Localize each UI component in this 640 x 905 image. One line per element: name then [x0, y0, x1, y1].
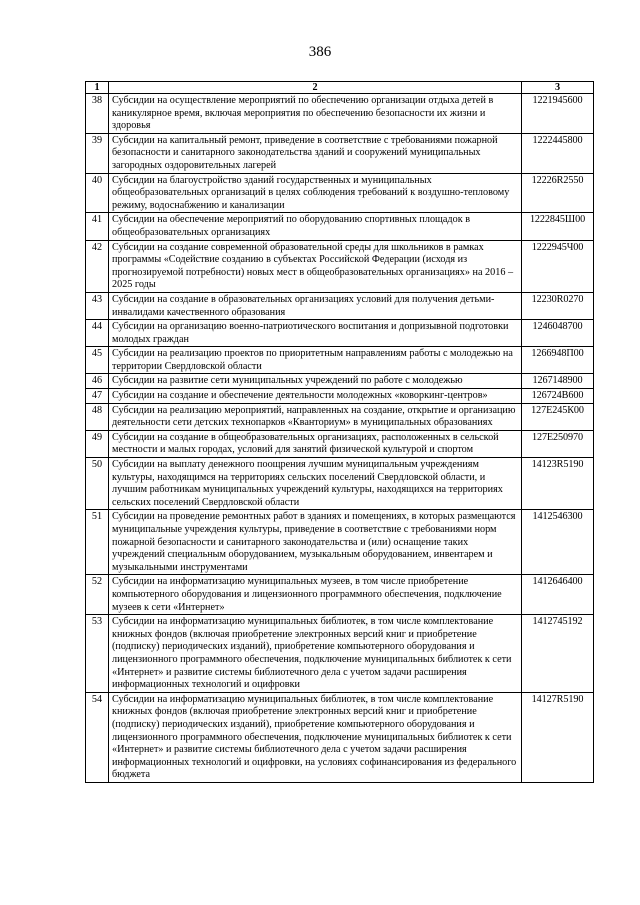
- header-col-1: 1: [86, 82, 109, 94]
- row-code: 12226R2550: [522, 173, 594, 213]
- row-code: 1222945Ч00: [522, 240, 594, 292]
- table-row: [86, 320, 594, 347]
- row-name: Субсидии на капитальный ремонт, приведение в соответствие с требованиями пожарной безопасности и санитарного законодательства зданий и сооружений муниципальных загородных оздоровительных лагерей: [109, 133, 522, 173]
- row-code: 1221945600: [522, 94, 594, 134]
- table-row: [86, 173, 594, 213]
- table-row: [86, 240, 594, 292]
- row-name: Субсидии на благоустройство зданий государственных и муниципальных общеобразовательных организаций в целях соблюдения требований к воздушно-тепловому режиму, водоснабжению и канализации: [109, 173, 522, 213]
- row-number: 44: [86, 320, 109, 347]
- row-name: Субсидии на информатизацию муниципальных библиотек, в том числе комплектование книжных фондов (включая приобретение электронных версий книг и приобретение (подписку) периодических изданий), приобретение компьютерного оборудования и лицензионного программного обеспечения, подключение муниципальных библиотек к сети «Интернет» и развитие системы библиотечного дела с учетом задачи расширения информационных технологий и оцифровки, на условиях софинансирования из федерального бюджета: [109, 692, 522, 782]
- row-code: 1246048700: [522, 320, 594, 347]
- row-name: Субсидии на осуществление мероприятий по обеспечению организации отдыха детей в каникулярное время, включая мероприятия по обеспечению безопасности их жизни и здоровья: [109, 94, 522, 134]
- row-number: 46: [86, 374, 109, 389]
- page-number: 386: [308, 44, 332, 60]
- row-code: 1412646400: [522, 575, 594, 615]
- row-name: Субсидии на создание и обеспечение деятельности молодежных «коворкинг-центров»: [109, 389, 522, 404]
- row-name: Субсидии на информатизацию муниципальных музеев, в том числе приобретение компьютерного оборудования и лицензионного программного обеспечения, подключение музеев к сети «Интернет»: [109, 575, 522, 615]
- table-row: [86, 692, 594, 782]
- row-number: 54: [86, 692, 109, 782]
- row-number: 48: [86, 403, 109, 430]
- row-name: Субсидии на реализацию проектов по приоритетным направлениям работы с молодежью на территории Свердловской области: [109, 347, 522, 374]
- table-row: [86, 389, 594, 404]
- row-code: 1412546300: [522, 510, 594, 575]
- table-row: [86, 458, 594, 510]
- row-name: Субсидии на создание современной образовательной среды для школьников в рамках программы «Содействие созданию в субъектах Российской Федерации (исходя из прогнозируемой потребности) новых мест в общеобразовательных организациях» на 2016 – 2025 годы: [109, 240, 522, 292]
- row-number: 39: [86, 133, 109, 173]
- row-number: 51: [86, 510, 109, 575]
- row-name: Субсидии на реализацию мероприятий, направленных на создание, открытие и организацию деятельности сети детских технопарков «Кванториум» в муниципальных образованиях: [109, 403, 522, 430]
- row-number: 50: [86, 458, 109, 510]
- row-name: Субсидии на обеспечение мероприятий по оборудованию спортивных площадок в общеобразовательных организациях: [109, 213, 522, 240]
- row-code: 1222845Ш00: [522, 213, 594, 240]
- table-body: [86, 94, 594, 783]
- row-name: Субсидии на выплату денежного поощрения лучшим муниципальным учреждениям культуры, находящимся на территориях сельских поселений Свердловской области, и лучшим работникам муниципальных учреждений культуры, находящихся на территориях сельских поселений Свердловской области: [109, 458, 522, 510]
- row-code: 126724В600: [522, 389, 594, 404]
- row-number: 41: [86, 213, 109, 240]
- table-row: [86, 403, 594, 430]
- subsidies-table: [85, 81, 594, 783]
- row-name: Субсидии на развитие сети муниципальных учреждений по работе с молодежью: [109, 374, 522, 389]
- row-code: 1266948П00: [522, 347, 594, 374]
- header-col-2: 2: [109, 82, 522, 94]
- table-row: [86, 374, 594, 389]
- row-name: Субсидии на информатизацию муниципальных библиотек, в том числе комплектование книжных фондов (включая приобретение электронных версий книг и приобретение (подписку) периодических изданий), приобретение компьютерного оборудования и лицензионного программного обеспечения, подключение муниципальных библиотек к сети «Интернет» и развитие системы библиотечного дела с учетом задачи расширения информационных технологий и оцифровки: [109, 615, 522, 693]
- row-number: 47: [86, 389, 109, 404]
- row-number: 45: [86, 347, 109, 374]
- table-row: [86, 510, 594, 575]
- row-name: Субсидии на создание в образовательных организациях условий для получения детьми-инвалидами качественного образования: [109, 292, 522, 319]
- header-row: [86, 82, 594, 94]
- table-row: [86, 94, 594, 134]
- row-code: 14123R5190: [522, 458, 594, 510]
- table-row: [86, 133, 594, 173]
- row-code: 12230R0270: [522, 292, 594, 319]
- row-name: Субсидии на организацию военно-патриотического воспитания и допризывной подготовки молодых граждан: [109, 320, 522, 347]
- row-code: 1222445800: [522, 133, 594, 173]
- row-number: 43: [86, 292, 109, 319]
- row-number: 38: [86, 94, 109, 134]
- table-row: [86, 213, 594, 240]
- row-number: 53: [86, 615, 109, 693]
- row-number: 42: [86, 240, 109, 292]
- row-name: Субсидии на проведение ремонтных работ в зданиях и помещениях, в которых размещаются муниципальные учреждения культуры, приведение в соответствие с требованиями норм пожарной безопасности и санитарного законодательства и (или) оснащение таких учреждений специальным оборудованием, музыкальным оборудованием, инвентарем и музыкальными инструментами: [109, 510, 522, 575]
- table-row: [86, 430, 594, 457]
- row-number: 40: [86, 173, 109, 213]
- row-code: 14127R5190: [522, 692, 594, 782]
- row-code: 1412745192: [522, 615, 594, 693]
- row-code: 1267148900: [522, 374, 594, 389]
- table-row: [86, 347, 594, 374]
- table-row: [86, 615, 594, 693]
- header-col-3: 3: [522, 82, 594, 94]
- row-number: 52: [86, 575, 109, 615]
- row-number: 49: [86, 430, 109, 457]
- row-name: Субсидии на создание в общеобразовательных организациях, расположенных в сельской местности и малых городах, условий для занятий физической культурой и спортом: [109, 430, 522, 457]
- table-header: [86, 82, 594, 94]
- row-code: 127E250970: [522, 430, 594, 457]
- row-code: 127E245К00: [522, 403, 594, 430]
- table-row: [86, 575, 594, 615]
- table-row: [86, 292, 594, 319]
